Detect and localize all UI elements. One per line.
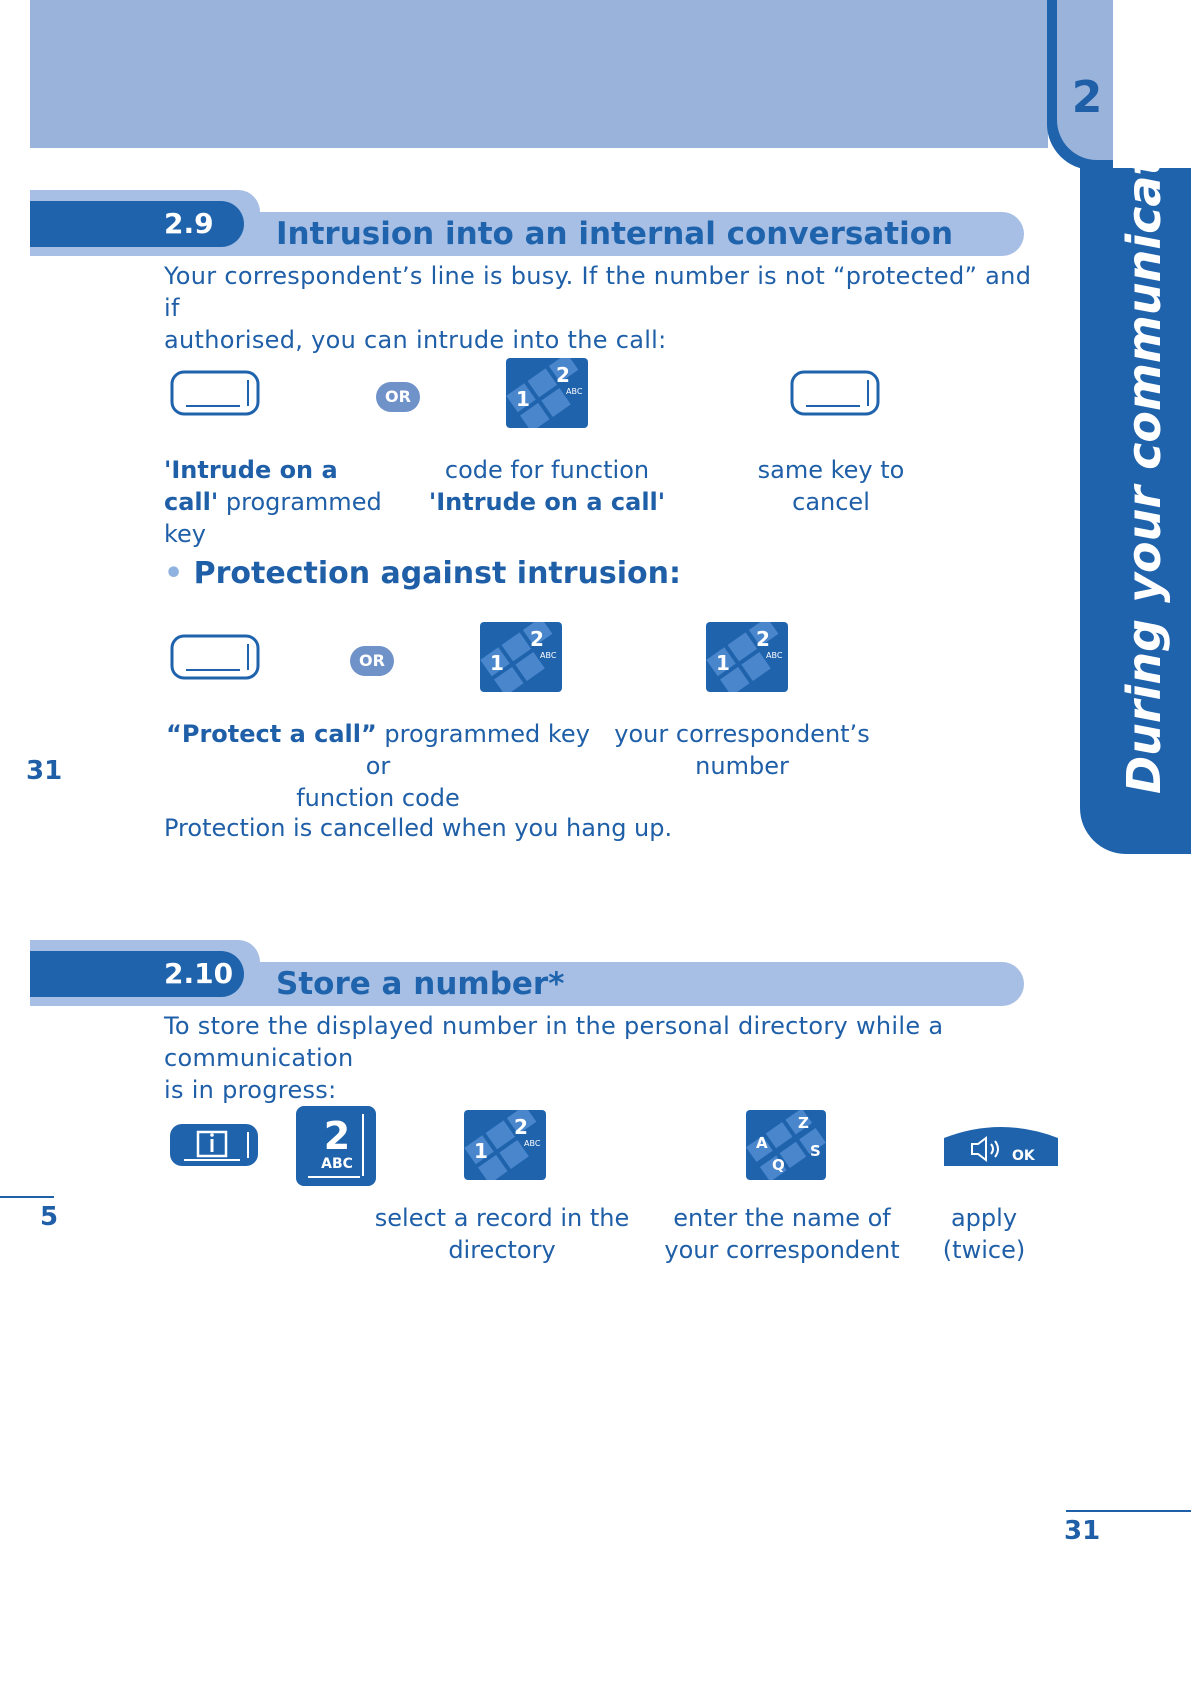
info-key-icon: [168, 1122, 260, 1168]
svg-text:ABC: ABC: [524, 1139, 541, 1148]
keypad-icon: [464, 1110, 546, 1180]
svg-text:S: S: [810, 1142, 821, 1160]
step-caption: enter the name of your correspondent: [664, 1204, 900, 1264]
header-band: [30, 0, 1048, 148]
ok-speaker-key-icon: [942, 1120, 1060, 1168]
step-caption: “Protect a call” programmed key or function code: [166, 720, 590, 812]
keypad-icon: [506, 358, 588, 428]
svg-text:A: A: [756, 1134, 768, 1152]
step-caption: 'Intrude on a call' programmed key: [164, 456, 382, 548]
step-caption: your correspondent’s number: [614, 720, 870, 780]
page-number: 31: [1064, 1516, 1101, 1546]
svg-text:2: 2: [514, 1115, 528, 1139]
margin-mark: 31: [26, 756, 63, 786]
or-badge: OR: [376, 382, 420, 412]
key-digit: 2: [323, 1114, 351, 1158]
section-2-9-title: Intrusion into an internal conversation: [276, 216, 954, 252]
keypad-icon: [706, 622, 788, 692]
section-2-9-number: 2.9: [164, 207, 214, 240]
step-caption: select a record in the directory: [374, 1204, 630, 1264]
programmable-key-icon: [170, 370, 260, 416]
step-caption: same key to cancel: [757, 456, 905, 516]
chapter-number: 2: [1071, 72, 1103, 123]
programmable-key-icon: [790, 370, 880, 416]
svg-text:Q: Q: [772, 1156, 785, 1174]
section-2-10-title: Store a number*: [276, 966, 565, 1002]
svg-text:2: 2: [556, 363, 570, 387]
keypad-icon: [480, 622, 562, 692]
svg-text:OK: OK: [1012, 1148, 1035, 1164]
svg-text:1: 1: [474, 1139, 488, 1163]
chapter-title-text: During your communication: [1117, 73, 1171, 794]
or-badge: OR: [350, 646, 394, 676]
margin-rule: [0, 1196, 54, 1198]
step-caption: code for function 'Intrude on a call': [428, 456, 666, 516]
section-2-10-intro: To store the displayed number in the personal directory while a communication is in progress:: [164, 1012, 944, 1104]
alpha-keyboard-icon: [746, 1110, 826, 1180]
svg-text:ABC: ABC: [566, 387, 583, 396]
programmable-key-icon: [170, 634, 260, 680]
protection-heading: • Protection against intrusion:: [164, 556, 682, 591]
svg-text:1: 1: [716, 651, 730, 675]
margin-mark: 5: [40, 1202, 59, 1232]
svg-text:ABC: ABC: [540, 651, 557, 660]
step-caption: apply (twice): [942, 1204, 1026, 1264]
svg-text:2: 2: [756, 627, 770, 651]
svg-text:1: 1: [516, 387, 530, 411]
svg-text:ABC: ABC: [766, 651, 783, 660]
key-letters: ABC: [321, 1156, 353, 1172]
digit-2-key-icon: [296, 1106, 376, 1186]
section-2-9-intro: Your correspondent’s line is busy. If the number is not “protected” and if authorised, you can intrude into the call:: [164, 262, 1032, 354]
svg-text:2: 2: [530, 627, 544, 651]
svg-text:Z: Z: [798, 1114, 809, 1132]
protection-note: Protection is cancelled when you hang up.: [164, 814, 673, 842]
svg-text:1: 1: [490, 651, 504, 675]
footer-rule: [1066, 1510, 1191, 1512]
section-2-10-number: 2.10: [164, 957, 234, 990]
